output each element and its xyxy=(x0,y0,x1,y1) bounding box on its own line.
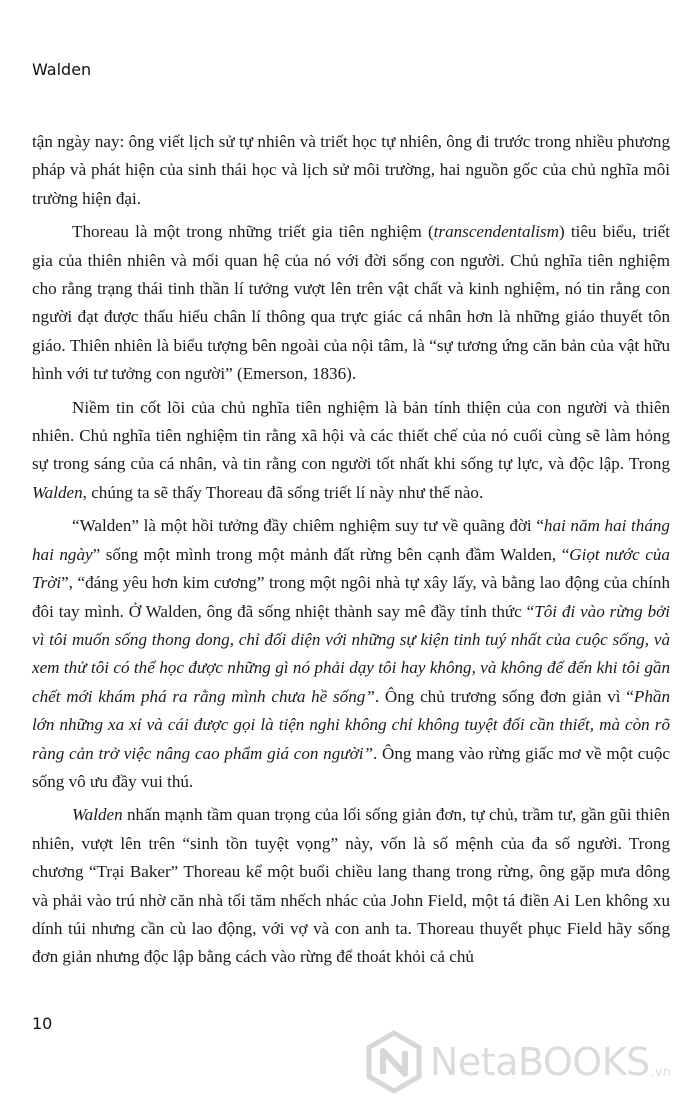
paragraph-3-italic-title: Walden xyxy=(32,482,83,502)
paragraph-4-text-e: . Ông mang vào rừng giấc mơ về một cuộc sống vô ưu đầy vui thú. xyxy=(32,743,670,791)
page-body-text xyxy=(32,128,670,977)
paragraph-4-text-d: . Ông chủ trương sống đơn giản vì “ xyxy=(374,686,634,706)
watermark-suffix: .vn xyxy=(650,1065,671,1080)
watermark xyxy=(362,1022,692,1102)
paragraph-2-text-a: Thoreau là một trong những triết gia tiên nghiệm ( xyxy=(72,222,434,242)
paragraph-1 xyxy=(32,128,670,213)
paragraph-4-text-c: ”, “đáng yêu hơn kim cương” trong một ngôi nhà tự xây lấy, và bằng lao động của chính đôi tay mình. Ở Walden, ông đã sống nhiệt thành say mê đầy tỉnh thức “ xyxy=(32,573,670,621)
paragraph-2 xyxy=(32,218,670,388)
paragraph-4-italic-quote-1: Tôi đi vào rừng bởi vì tôi muốn sống thong dong, chỉ đối diện với những sự kiện tinh tuý nhất của cuộc sống, và xem thử tôi có thể học được những gì nó phải dạy tôi hay không, và không để đến khi tôi gần chết mới khám phá ra rằng mình chưa hề sống” xyxy=(32,601,670,706)
paragraph-3-text-a: Niềm tin cốt lõi của chủ nghĩa tiên nghiệm là bản tính thiện của con người và thiên nhiên. Chủ nghĩa tiên nghiệm tin rằng xã hội và các thiết chế của nó cuối cùng sẽ làm hỏng sự trong sáng của cá nhân, và tin rằng con người tốt nhất khi sống tự lực, và độc lập. Trong xyxy=(32,397,670,474)
paragraph-5-text-a: nhấn mạnh tầm quan trọng của lối sống giản đơn, tự chủ, trầm tư, gần gũi thiên nhiên, vượt lên trên “sinh tồn tuyệt vọng” này, vốn là số mệnh của đa số người. Trong chương “Trại Baker” Thoreau kể một buổi chiều lang thang trong rừng, ông gặp mưa dông và phải vào trú nhờ căn nhà tối tăm nhếch nhác của John Field, một tá điền Ai Len không xu dính túi nhưng cần cù lao động, với vợ và con anh ta. Thoreau thuyết phục Field hãy sống đơn giản nhưng độc lập bằng cách vào rừng để thoát khỏi cả chủ xyxy=(32,805,670,967)
watermark-brand: NetaBOOKS xyxy=(430,1040,650,1084)
paragraph-2-italic-term: transcendentalism xyxy=(433,222,560,242)
page-number: 10 xyxy=(32,1014,53,1033)
running-head-title: Walden xyxy=(32,60,92,79)
paragraph-2-text-b: ) tiêu biểu, triết gia của thiên nhiên và mối quan hệ của nó với đời sống con người. Chủ nghĩa tiên nghiệm cho rằng trạng thái tinh thần lí tưởng vượt lên trên vật chất và kinh nghiệm, nó tin rằng con người đạt được thấu hiểu chân lí thông qua trực giác cá nhân hơn là những giáo thuyết tôn giáo. Thiên nhiên là biểu tượng bên ngoài của nội tâm, là “sự tương ứng căn bản của vật hữu hình với tư tưởng con người” (Emerson, 1836). xyxy=(32,222,670,384)
n-hexagon-logo-icon xyxy=(362,1030,426,1094)
paragraph-4-text-b: ” sống một mình trong một mảnh đất rừng bên cạnh đầm Walden, “ xyxy=(92,544,570,564)
paragraph-3 xyxy=(32,394,670,508)
paragraph-3-text-b: , chúng ta sẽ thấy Thoreau đã sống triết lí này như thế nào. xyxy=(82,482,484,502)
paragraph-4-italic-quote-2: Phần lớn những xa xỉ và cái được gọi là tiện nghi không chỉ không tuyệt đối cần thiết, mà còn rõ ràng cản trở việc nâng cao phẩm giá con người” xyxy=(32,686,670,763)
paragraph-1-text: tận ngày nay: ông viết lịch sử tự nhiên và triết học tự nhiên, ông đi trước trong nhiều phương pháp và phát hiện của sinh thái học và lịch sử môi trường, hai nguồn gốc của chủ nghĩa môi trường hiện đại. xyxy=(32,132,670,208)
paragraph-4-text-a: “Walden” là một hồi tưởng đầy chiêm nghiệm suy tư về quãng đời “ xyxy=(72,516,544,536)
paragraph-4-italic-1: hai năm hai tháng hai ngày xyxy=(32,516,670,564)
paragraph-5-italic-title: Walden xyxy=(72,805,123,825)
paragraph-4 xyxy=(32,512,670,796)
paragraph-4-italic-2: Giọt nước của Trời xyxy=(32,544,670,593)
paragraph-5 xyxy=(32,801,670,971)
